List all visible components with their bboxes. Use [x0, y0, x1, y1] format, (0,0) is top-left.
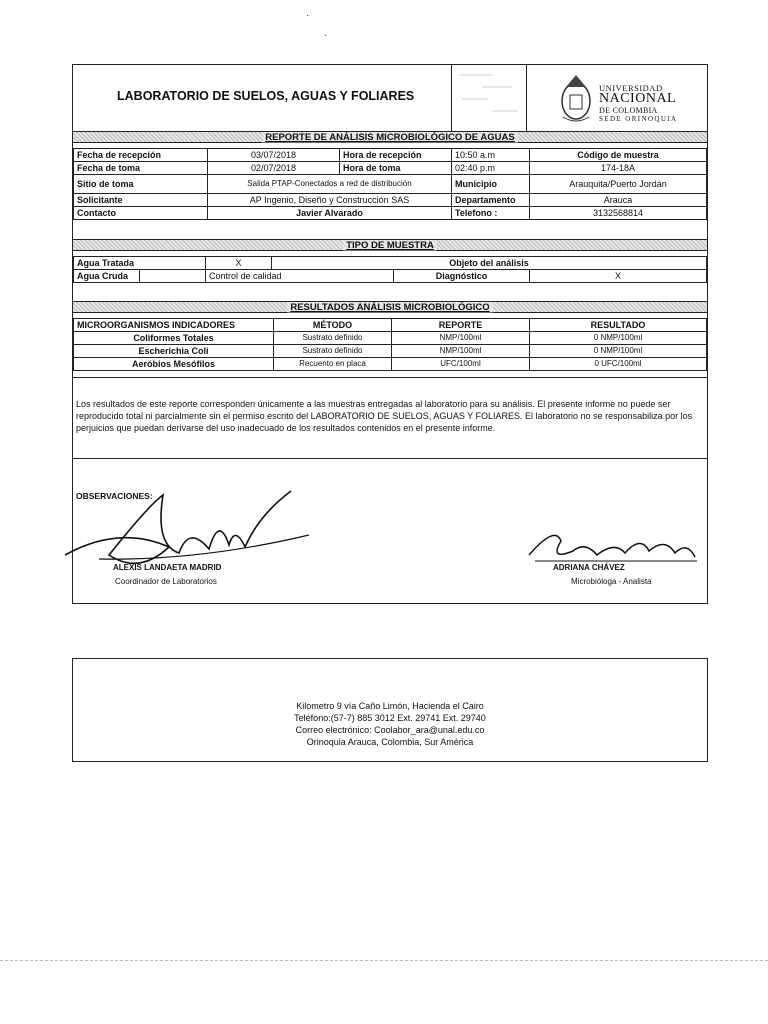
- fecha-toma: 02/07/2018: [208, 162, 340, 175]
- objeto-label: Objeto del análisis: [272, 257, 707, 270]
- contacto: Javier Alvarado: [208, 207, 452, 220]
- sample-info-table: [73, 148, 707, 220]
- hora-recepcion-label: Hora de recepción: [340, 149, 452, 162]
- sitio-label: Sitio de toma: [74, 175, 208, 194]
- table-cell: Recuento en placa: [274, 358, 392, 371]
- sample-section-title: TIPO DE MUESTRA: [73, 239, 707, 251]
- diagnostico-label: Diagnóstico: [394, 270, 530, 283]
- university-line2: NACIONAL: [599, 91, 677, 106]
- hora-toma: 02:40 p.m: [452, 162, 530, 175]
- left-signer-role: Coordinador de Laboratorios: [115, 577, 217, 586]
- results-table: [73, 318, 707, 371]
- agua-tratada-label: Agua Tratada: [74, 257, 206, 270]
- university-line1: UNIVERSIDAD: [599, 83, 663, 93]
- table-cell: Sustrato definido: [274, 332, 392, 345]
- agua-tratada-mark: X: [206, 257, 272, 270]
- results-section-title: RESULTADOS ANÁLISIS MICROBIOLÓGICO: [73, 301, 707, 313]
- table-row: [74, 358, 707, 371]
- solicitante: AP Ingenio, Diseño y Construcción SAS: [208, 194, 452, 207]
- fecha-recepcion: 03/07/2018: [208, 149, 340, 162]
- divider: [73, 458, 707, 459]
- results-header: MICROORGANISMOS INDICADORES: [74, 319, 274, 332]
- table-row: [74, 332, 707, 345]
- telefono-label: Telefono :: [452, 207, 530, 220]
- report-header: [73, 65, 707, 132]
- diagnostico-mark: X: [530, 270, 707, 283]
- table-cell: Sustrato definido: [274, 345, 392, 358]
- codigo: 174-18A: [530, 162, 707, 175]
- table-cell: Aeróbios Mesófilos: [74, 358, 274, 371]
- hora-recepcion: 10:50 a.m: [452, 149, 530, 162]
- address-box: [72, 658, 708, 762]
- results-header: MÉTODO: [274, 319, 392, 332]
- address-line1: Kilometro 9 vía Caño Limón, Hacienda el Cairo: [296, 701, 484, 711]
- coat-of-arms-icon: [557, 73, 595, 123]
- university-line4: SEDE ORINOQUIA: [599, 115, 678, 123]
- observaciones-label: OBSERVACIONES:: [76, 491, 153, 501]
- table-cell: 0 NMP/100ml: [530, 345, 707, 358]
- table-row: [74, 345, 707, 358]
- table-cell: NMP/100ml: [392, 332, 530, 345]
- fecha-recepcion-label: Fecha de recepción: [74, 149, 208, 162]
- fecha-toma-label: Fecha de toma: [74, 162, 208, 175]
- agua-cruda-label: Agua Cruda: [74, 270, 140, 283]
- table-cell: 0 NMP/100ml: [530, 332, 707, 345]
- results-header: RESULTADO: [530, 319, 707, 332]
- municipio: Arauquita/Puerto Jordán: [530, 175, 707, 194]
- report-section-title: REPORTE DE ANÁLISIS MICROBIOLÓGICO DE AGUAS: [73, 131, 707, 143]
- faded-stamp-icon: [452, 65, 526, 131]
- table-cell: 0 UFC/100ml: [530, 358, 707, 371]
- solicitante-label: Solicitante: [74, 194, 208, 207]
- report-frame: [72, 64, 708, 604]
- left-signer-name: ALEXIS LANDAETA MADRID: [113, 563, 222, 572]
- sample-type-table: [73, 256, 707, 283]
- table-cell: Coliformes Totales: [74, 332, 274, 345]
- hora-toma-label: Hora de toma: [340, 162, 452, 175]
- agua-cruda-mark: [140, 270, 206, 283]
- departamento-label: Departamento: [452, 194, 530, 207]
- right-signer-role: Microbióloga - Analista: [571, 577, 652, 586]
- scan-edge-line: [0, 960, 768, 961]
- table-cell: Escherichia Coli: [74, 345, 274, 358]
- control-label: Control de calidad: [206, 270, 394, 283]
- contacto-label: Contacto: [74, 207, 208, 220]
- scan-speck: ·: [306, 10, 310, 21]
- university-line3: DE COLOMBIA: [599, 106, 658, 115]
- right-signer-name: ADRIANA CHÁVEZ: [553, 563, 625, 572]
- lab-title: LABORATORIO DE SUELOS, AGUAS Y FOLIARES: [117, 89, 415, 103]
- telefono: 3132568814: [530, 207, 707, 220]
- sitio: Salida PTAP-Conectados a red de distribución: [208, 175, 452, 194]
- table-cell: UFC/100ml: [392, 358, 530, 371]
- address-line3: Correo electrónico: Coolabor_ara@unal.edu.co: [295, 725, 485, 735]
- disclaimer: Los resultados de este reporte corresponden únicamente a las muestras entregadas al laboratorio para su análisis. El presente informe no puede ser reproducido total ni parcialmente sin el permiso escrito del LABORATORIO DE SUELOS, AGUAS Y FOLIARES. El laboratorio no se responsabiliza por los perjuicios que puedan derivarse del uso inadecuado de los resultados contenidos en el presente informe.: [76, 399, 693, 433]
- divider: [73, 377, 707, 378]
- table-cell: NMP/100ml: [392, 345, 530, 358]
- codigo-label: Código de muestra: [530, 149, 707, 162]
- scan-speck: ·: [324, 30, 328, 41]
- departamento: Arauca: [530, 194, 707, 207]
- results-header: REPORTE: [392, 319, 530, 332]
- address-line4: Orinoquia Arauca, Colombia, Sur América: [306, 737, 474, 747]
- stamp-area: [451, 65, 527, 131]
- university-logo: [557, 71, 697, 125]
- address-line2: Teléfono:(57-7) 885 3012 Ext. 29741 Ext. 29740: [294, 713, 486, 723]
- municipio-label: Municipio: [452, 175, 530, 194]
